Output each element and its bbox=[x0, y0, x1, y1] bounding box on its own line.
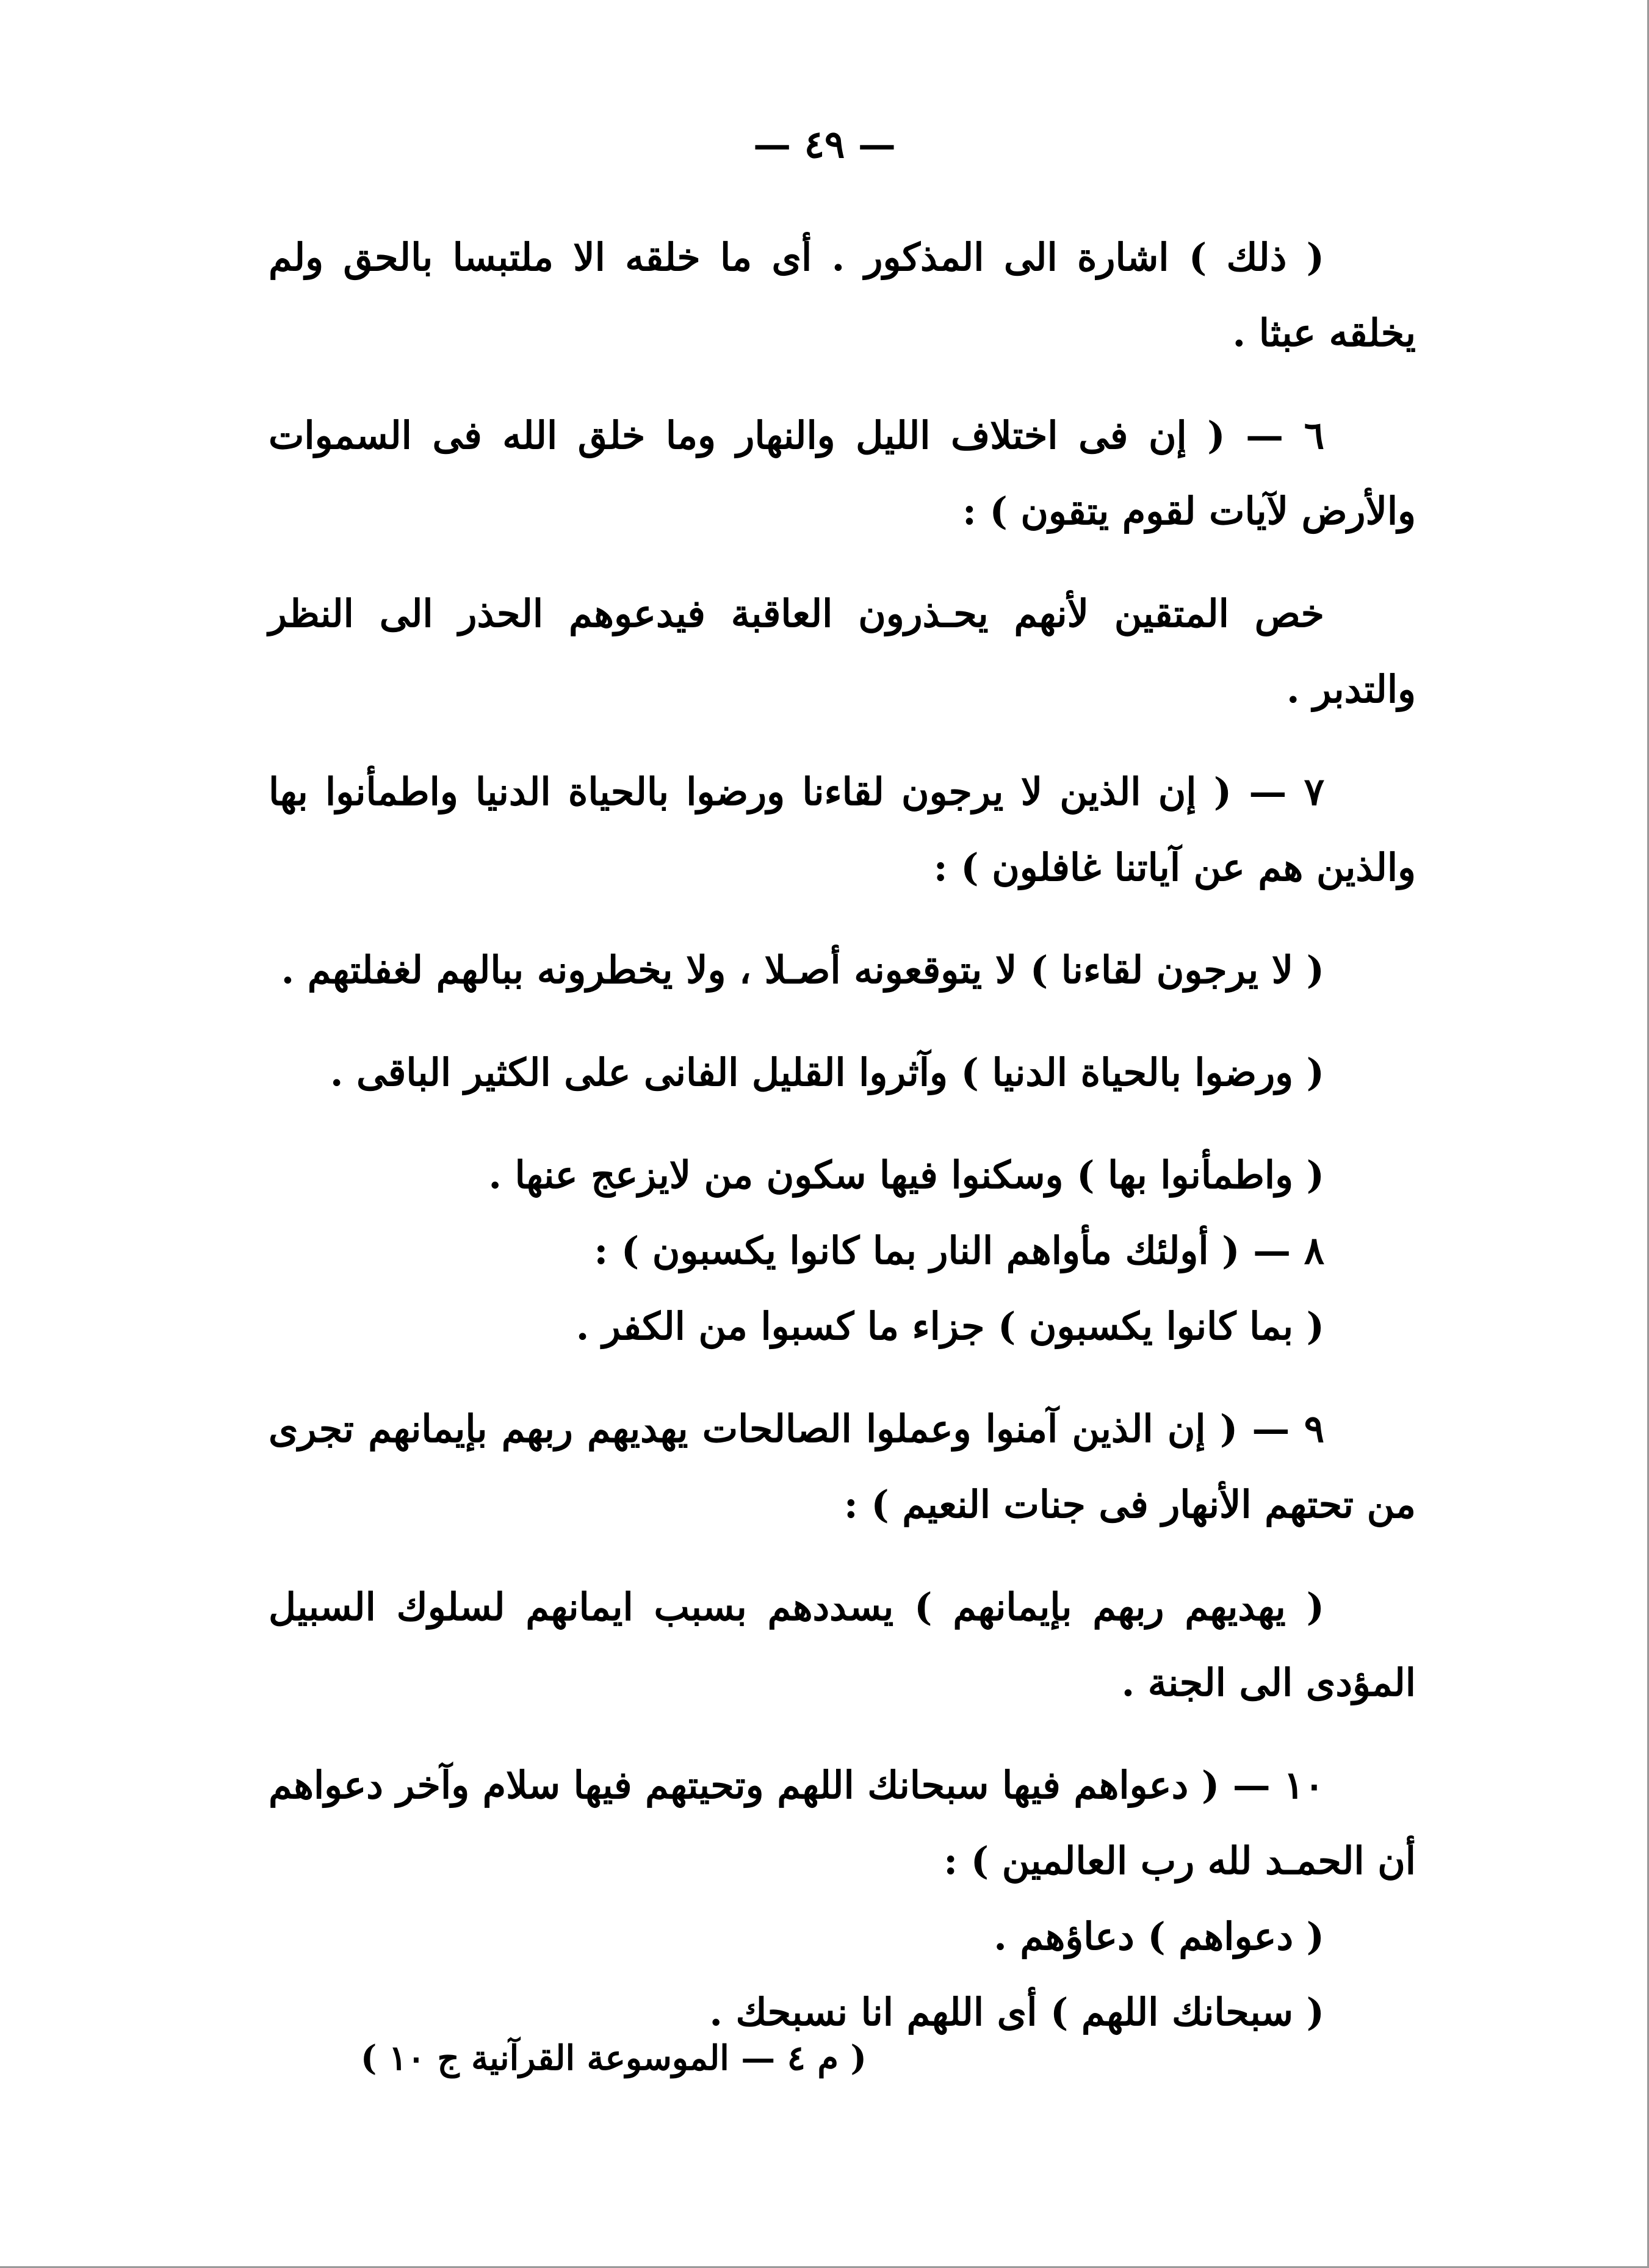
page-footer-signature: ( م ٤ — الموسوعة القرآنية ج ١٠ ) bbox=[360, 2038, 867, 2078]
paragraph-6: ( ورضوا بالحياة الدنيا ) وآثروا القليل الفانى على الكثير الباقى . bbox=[330, 1050, 1324, 1095]
page-number: — ٤٩ — bbox=[753, 122, 896, 167]
paragraph-12: ١٠ — ( دعواهم فيها سبحانك اللهم وتحيتهم فيها سلام وآخر دعواهم أن الحمـد لله رب العالمين ) : bbox=[269, 1763, 1416, 1883]
paragraph-10: ٩ — ( إن الذين آمنوا وعملوا الصالحات يهديهم ربهم بإيمانهم تجرى من تحتهم الأنهار فى جنات النعيم ) : bbox=[269, 1406, 1416, 1527]
paragraph-2: ٦ — ( إن فى اختلاف الليل والنهار وما خلق الله فى السموات والأرض لآيات لقوم يتقون ) : bbox=[269, 413, 1416, 533]
paragraph-8: ٨ — ( أولئك مأواهم النار بما كانوا يكسبون ) : bbox=[594, 1228, 1324, 1273]
paragraph-1: ( ذلك ) اشارة الى المذكور . أى ما خلقه الا ملتبسا بالحق ولم يخلقه عبثا . bbox=[269, 235, 1416, 355]
paragraph-5: ( لا يرجون لقاءنا ) لا يتوقعونه أصـلا ، ولا يخطرونه ببالهم لغفلتهم . bbox=[281, 948, 1324, 992]
paragraph-9: ( بما كانوا يكسبون ) جزاء ما كسبوا من الكفر . bbox=[576, 1304, 1324, 1348]
paragraph-13: ( دعواهم ) دعاؤهم . bbox=[994, 1914, 1324, 1959]
paragraph-4: ٧ — ( إن الذين لا يرجون لقاءنا ورضوا بالحياة الدنيا واطمأنوا بها والذين هم عن آياتنا غافلون ) : bbox=[269, 769, 1416, 890]
paragraph-14: ( سبحانك اللهم ) أى اللهم انا نسبحك . bbox=[709, 1990, 1324, 2034]
paragraph-7: ( واطمأنوا بها ) وسكنوا فيها سكون من لايزعج عنها . bbox=[488, 1153, 1324, 1197]
paragraph-3: خص المتقين لأنهم يحـذرون العاقبة فيدعوهم الحذر الى النظر والتدبر . bbox=[269, 591, 1416, 711]
page-body bbox=[269, 220, 1416, 2050]
paragraph-11: ( يهديهم ربهم بإيمانهم ) يسددهم بسبب ايمانهم لسلوك السبيل المؤدى الى الجنة . bbox=[269, 1585, 1416, 1705]
